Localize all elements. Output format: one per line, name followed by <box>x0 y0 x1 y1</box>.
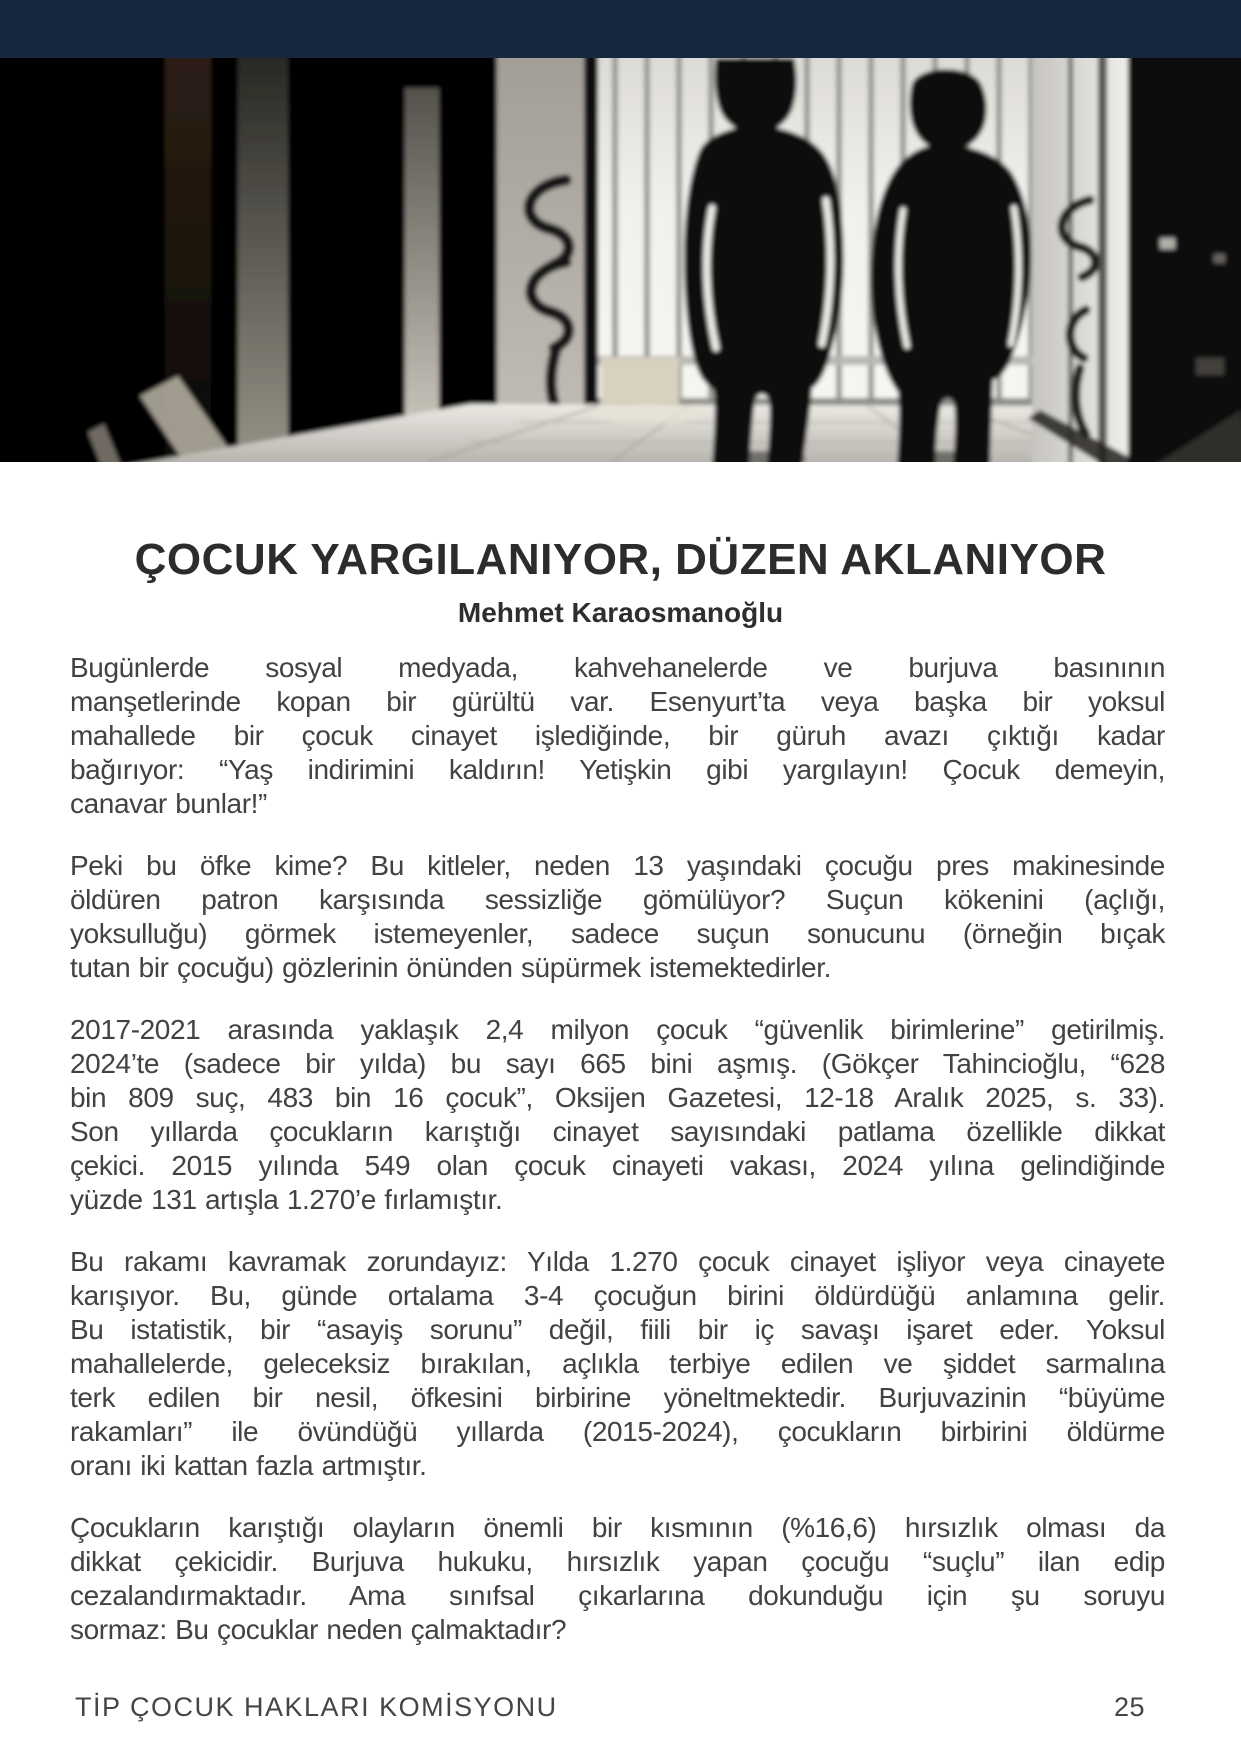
paragraph-line: Son yıllarda çocukların karıştığı cinayet sayısındaki patlama özellikle dikkat <box>70 1116 1165 1147</box>
article-content <box>0 462 1241 1675</box>
paragraph <box>70 1245 1165 1483</box>
paragraph-line: 2017-2021 arasında yaklaşık 2,4 milyon çocuk “güvenlik birimlerine” getirilmiş. <box>70 1014 1165 1045</box>
paragraph <box>70 849 1165 985</box>
corridor-right-doors <box>1028 58 1241 462</box>
paragraph-line: bin 809 suç, 483 bin 16 çocuk”, Oksijen Gazetesi, 12-18 Aralık 2025, s. 33). <box>70 1082 1165 1113</box>
footer-page-number: 25 <box>1113 1692 1145 1722</box>
paragraph-line: sormaz: Bu çocuklar neden çalmaktadır? <box>70 1614 567 1645</box>
paragraph <box>70 1013 1165 1217</box>
paragraph-line: canavar bunlar!” <box>70 788 267 819</box>
paragraph-line: Bu istatistik, bir “asayiş sorunu” değil, fiili bir iç savaşı işaret eder. Yoksul <box>70 1314 1165 1345</box>
paragraph-line: rakamları” ile övündüğü yıllarda (2015-2024), çocukların birbirini öldürme <box>70 1416 1165 1447</box>
paragraph-line: öldüren patron karşısında sessizliğe gömülüyor? Suçun kökenini (açlığı, <box>70 884 1165 915</box>
page-footer <box>75 1692 1145 1723</box>
paragraph-line: terk edilen bir nesil, öfkesini birbirine yöneltmektedir. Burjuvazinin “büyüme <box>70 1382 1165 1413</box>
paragraph <box>70 651 1165 821</box>
paragraph-line: Peki bu öfke kime? Bu kitleler, neden 13 yaşındaki çocuğu pres makinesinde <box>70 850 1165 881</box>
hero-photo-prison-corridor <box>0 58 1241 462</box>
paragraph-line: mahallede bir çocuk cinayet işlediğinde, bir güruh avazı çıktığı kadar <box>70 720 1165 751</box>
paragraph-line: manşetlerinde kopan bir gürültü var. Esenyurt’ta veya başka bir yoksul <box>70 686 1165 717</box>
footer-organization: TİP ÇOCUK HAKLARI KOMİSYONU <box>75 1692 558 1722</box>
paragraph-line: karışıyor. Bu, günde ortalama 3-4 çocuğun birini öldürdüğü anlamına gelir. <box>70 1280 1165 1311</box>
paragraph-line: oranı iki kattan fazla artmıştır. <box>70 1450 427 1481</box>
paragraph-line: tutan bir çocuğu) gözlerinin önünden süpürmek istemektedirler. <box>70 952 831 983</box>
paragraph-line: Çocukların karıştığı olayların önemli bir kısmının (%16,6) hırsızlık olması da <box>70 1512 1165 1543</box>
article-author: Mehmet Karaosmanoğlu <box>457 597 784 628</box>
paragraph-line: dikkat çekicidir. Burjuva hukuku, hırsızlık yapan çocuğu “suçlu” ilan edip <box>70 1546 1165 1577</box>
paragraph <box>70 1511 1165 1647</box>
paragraph-line: yüzde 131 artışla 1.270’e fırlamıştır. <box>70 1184 503 1215</box>
top-navy-bar <box>0 0 1241 58</box>
paragraph-line: yoksulluğu) görmek istemeyenler, sadece suçun sonucunu (örneğin bıçak <box>70 918 1165 949</box>
paragraph-line: Bu rakamı kavramak zorundayız: Yılda 1.270 çocuk cinayet işliyor veya cinayete <box>70 1246 1165 1277</box>
paragraph-line: 2024’te (sadece bir yılda) bu sayı 665 bini aşmış. (Gökçer Tahincioğlu, “628 <box>70 1048 1165 1079</box>
left-ornate-door <box>497 58 600 462</box>
article-title: ÇOCUK YARGILANIYOR, DÜZEN AKLANIYOR <box>134 535 1107 584</box>
article-body <box>70 651 1165 1647</box>
paragraph-line: cezalandırmaktadır. Ama sınıfsal çıkarlarına dokunduğu için şu soruyu <box>70 1580 1165 1611</box>
paragraph-line: mahallelerde, geleceksiz bırakılan, açlıkla terbiye edilen ve şiddet sarmalına <box>70 1348 1165 1379</box>
paragraph-line: bağırıyor: “Yaş indirimini kaldırın! Yetişkin gibi yargılayın! Çocuk demeyin, <box>70 754 1165 785</box>
paragraph-line: Bugünlerde sosyal medyada, kahvehanelerde ve burjuva basınının <box>70 652 1165 683</box>
paragraph-line: çekici. 2015 yılında 549 olan çocuk cinayeti vakası, 2024 yılına gelindiğinde <box>70 1150 1165 1181</box>
